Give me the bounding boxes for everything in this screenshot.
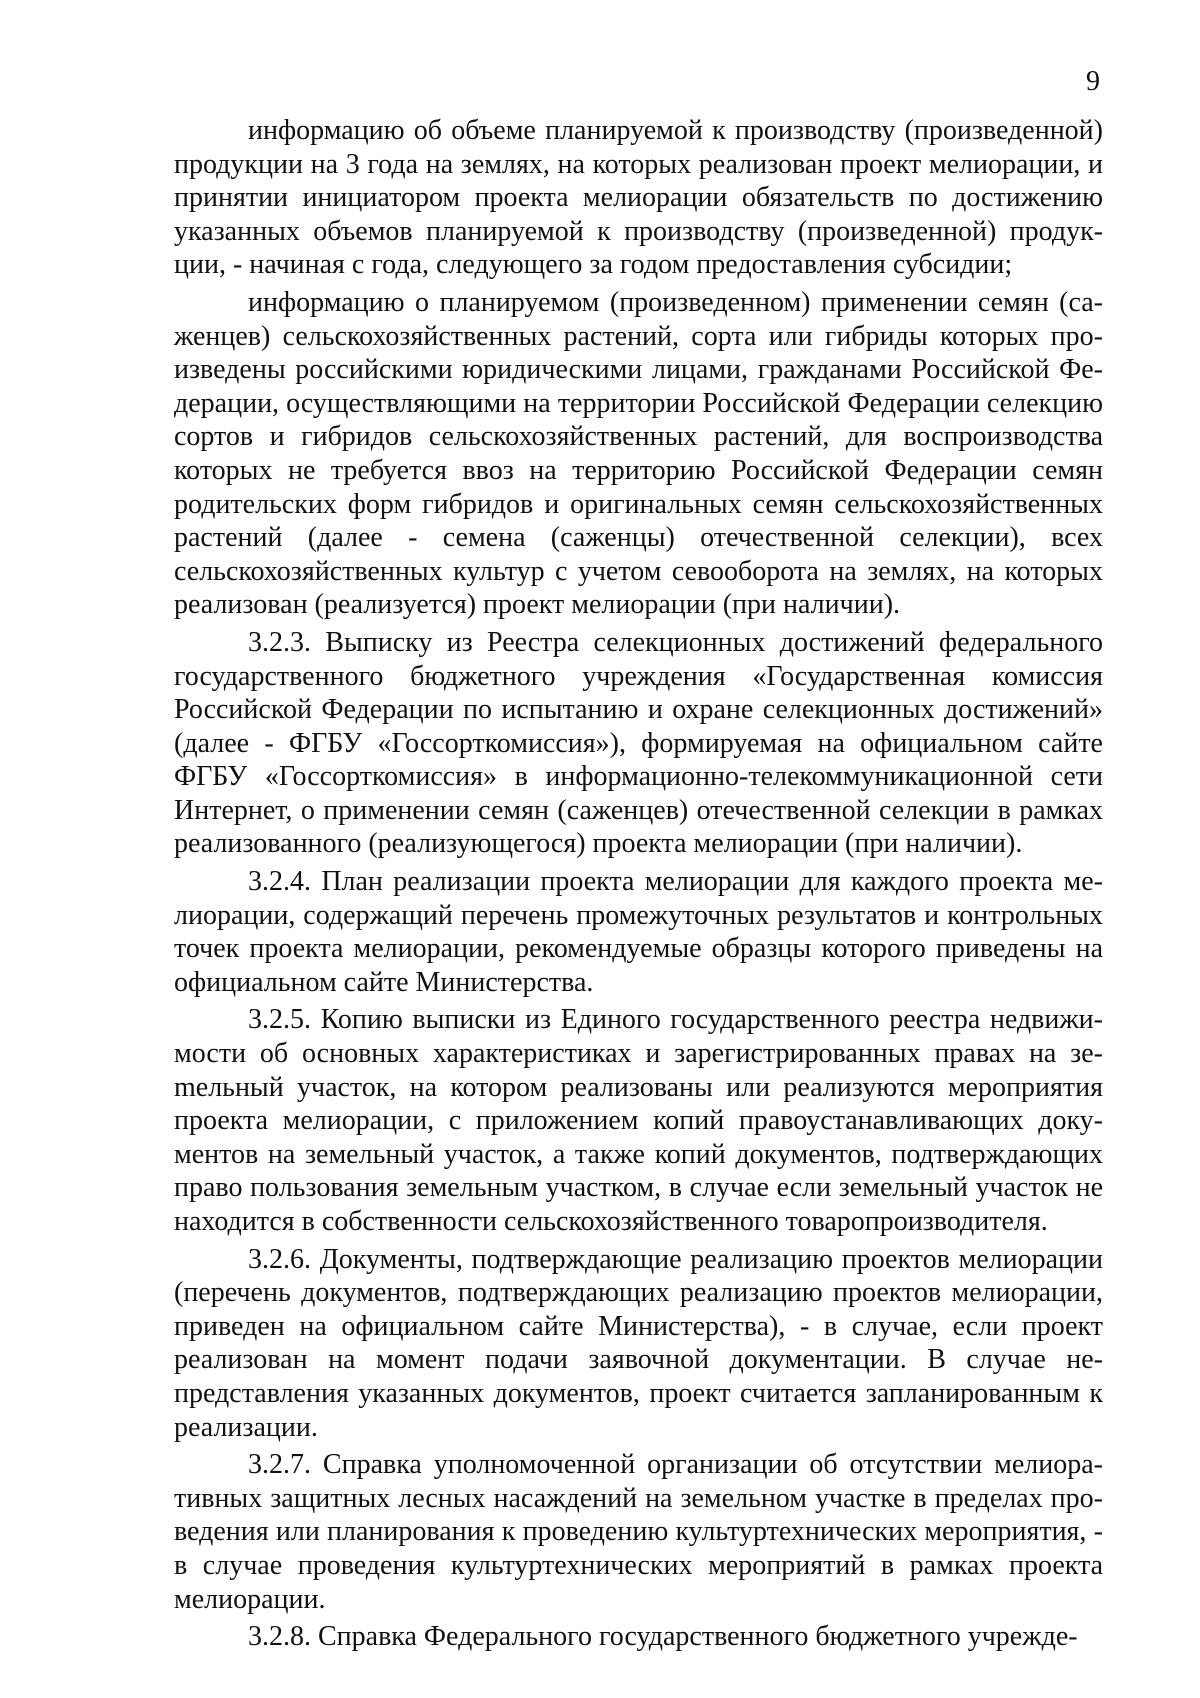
paragraph-3-2-8: 3.2.8. Справка Федерального государственного бюджетного учрежде- bbox=[248, 1621, 1078, 1653]
paragraph-seed-usage: информацию о планируемом (произведенном) применении семян (саженцев) сельскохозяйственных растений, сорта или гибриды которых произведены российскими юридическими лицами, гражданами Российской Федерации, осуществляющими на территории Российской Федерации селекцию сортов и гибридов сельскохозяйственных растений, для воспроизводства которых не требуется ввоз на территорию Российской Федерации семян родительских форм гибридов и оригинальных семян сельскохозяйственных растений (далее - семена (саженцы) отечественной селекции), всех сельскохозяйственных культур с учетом севооборота на землях, на которых реализован (реализуется) проект мелиорации (при наличии). bbox=[174, 286, 1103, 621]
paragraph-3-2-3: 3.2.3. Выписку из Реестра селекционных достижений федерального государственного бюджетного учреждения «Государственная комиссия Российской Федерации по испытанию и охране селекционных достижений» (далее - ФГБУ «Госсорткомиссия»), формируемая на официальном сайте ФГБУ «Госсорткомиссия» в информационно-телекоммуникационной сети Интернет, о применении семян (саженцев) отечественной селекции в рамках реализованного (реализующегося) проекта мелиорации (при наличии). bbox=[174, 626, 1103, 860]
paragraph-production-volume: информацию об объеме планируемой к производству (произведенной) продукции на 3 года на землях, на которых реализован проект мелиорации, и принятии инициатором проекта мелиорации обязательств по достижению указанных объемов планируемой к производству (произведенной) продукции, - начиная с года, следующего за годом предоставления субсидии; bbox=[174, 115, 1103, 281]
paragraph-3-2-4: 3.2.4. План реализации проекта мелиорации для каждого проекта мелиорации, содержащий перечень промежуточных результатов и контрольных точек проекта мелиорации, рекомендуемые образцы которого приведены на официальном сайте Министерства. bbox=[174, 866, 1103, 998]
paragraph-3-2-6: 3.2.6. Документы, подтверждающие реализацию проектов мелиорации (перечень документов, подтверждающих реализацию проектов мелиорации, приведен на официальном сайте Министерства), - в случае, если проект реализован на момент подачи заявочной документации. В случае непредставления указанных документов, проект считается запланированным к реализации. bbox=[174, 1243, 1103, 1443]
page-number: 9 bbox=[1086, 66, 1100, 97]
document-body bbox=[174, 114, 1103, 1658]
paragraph-3-2-7: 3.2.7. Справка уполномоченной организации об отсутствии мелиоративных защитных лесных насаждений на земельном участке в пределах проведения или планирования к проведению культуртехнических мероприятия, - в случае проведения культуртехнических мероприятий в рамках проекта мелиорации. bbox=[174, 1449, 1103, 1615]
paragraph-3-2-5: 3.2.5. Копию выписки из Единого государственного реестра недвижимости об основных характеристиках и зарегистрированных правах на зеmельный участок, на котором реализованы или реализуются мероприятия проекта мелиорации, с приложением копий правоустанавливающих документов на земельный участок, а также копий документов, подтверждающих право пользования земельным участком, в случае если земельный участок не находится в собственности сельскохозяйственного товаропроизводителя. bbox=[174, 1004, 1103, 1237]
